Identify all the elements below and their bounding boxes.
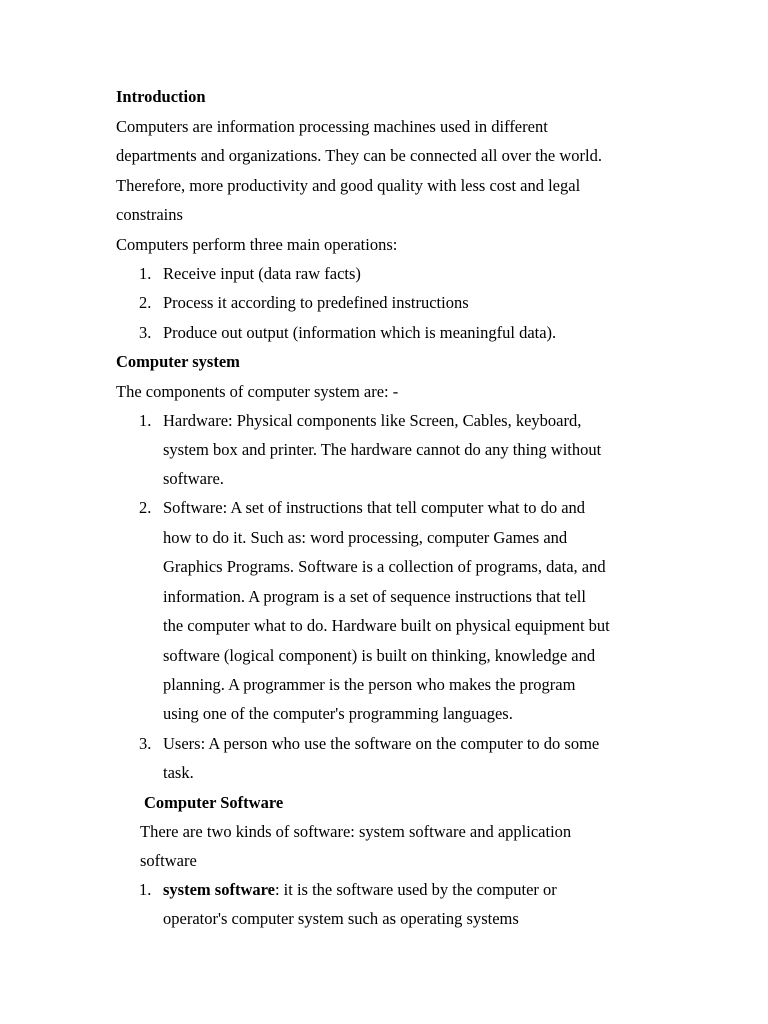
heading-computer-system: Computer system (116, 352, 240, 371)
software-item-line: Graphics Programs. Software is a collection of programs, data, and (163, 557, 606, 576)
operations-lead: Computers perform three main operations: (116, 235, 398, 254)
heading-computer-software: Computer Software (144, 793, 284, 812)
list-number: 1. (139, 880, 152, 899)
software-item-line: information. A program is a set of sequence instructions that tell (163, 587, 586, 606)
users-item-line: task. (163, 763, 194, 782)
hardware-item-line: Hardware: Physical components like Screen, Cables, keyboard, (163, 411, 582, 430)
software-item-line: planning. A programmer is the person who makes the program (163, 675, 576, 694)
system-software-term: system software (163, 880, 275, 899)
list-number: 1. (139, 411, 152, 430)
list-number: 3. (139, 323, 152, 342)
intro-paragraph-line: Computers are information processing machines used in different (116, 117, 548, 136)
software-lead-line: software (140, 851, 197, 870)
heading-introduction: Introduction (116, 87, 206, 106)
operation-item: Receive input (data raw facts) (163, 264, 361, 283)
software-lead-line: There are two kinds of software: system software and application (140, 822, 572, 841)
software-item-line: using one of the computer's programming languages. (163, 704, 513, 723)
hardware-item-line: software. (163, 469, 224, 488)
list-number: 2. (139, 498, 152, 517)
software-item-line: how to do it. Such as: word processing, computer Games and (163, 528, 568, 547)
list-number: 3. (139, 734, 152, 753)
system-software-item-line: operator's computer system such as operating systems (163, 909, 519, 928)
intro-paragraph-line: departments and organizations. They can be connected all over the world. (116, 146, 602, 165)
software-item-line: software (logical component) is built on thinking, knowledge and (163, 646, 596, 665)
hardware-item-line: system box and printer. The hardware cannot do any thing without (163, 440, 602, 459)
operation-item: Produce out output (information which is meaningful data). (163, 323, 557, 342)
intro-paragraph-line: constrains (116, 205, 183, 224)
users-item-line: Users: A person who use the software on the computer to do some (163, 734, 600, 753)
intro-paragraph-line: Therefore, more productivity and good quality with less cost and legal (116, 176, 581, 195)
software-item-line: Software: A set of instructions that tell computer what to do and (163, 498, 586, 517)
software-item-line: the computer what to do. Hardware built on physical equipment but (163, 616, 610, 635)
operation-item: Process it according to predefined instructions (163, 293, 469, 312)
list-number: 1. (139, 264, 152, 283)
system-software-item (163, 880, 557, 900)
list-number: 2. (139, 293, 152, 312)
components-lead: The components of computer system are: - (116, 382, 399, 401)
system-software-definition: : it is the software used by the computer or (274, 880, 557, 899)
